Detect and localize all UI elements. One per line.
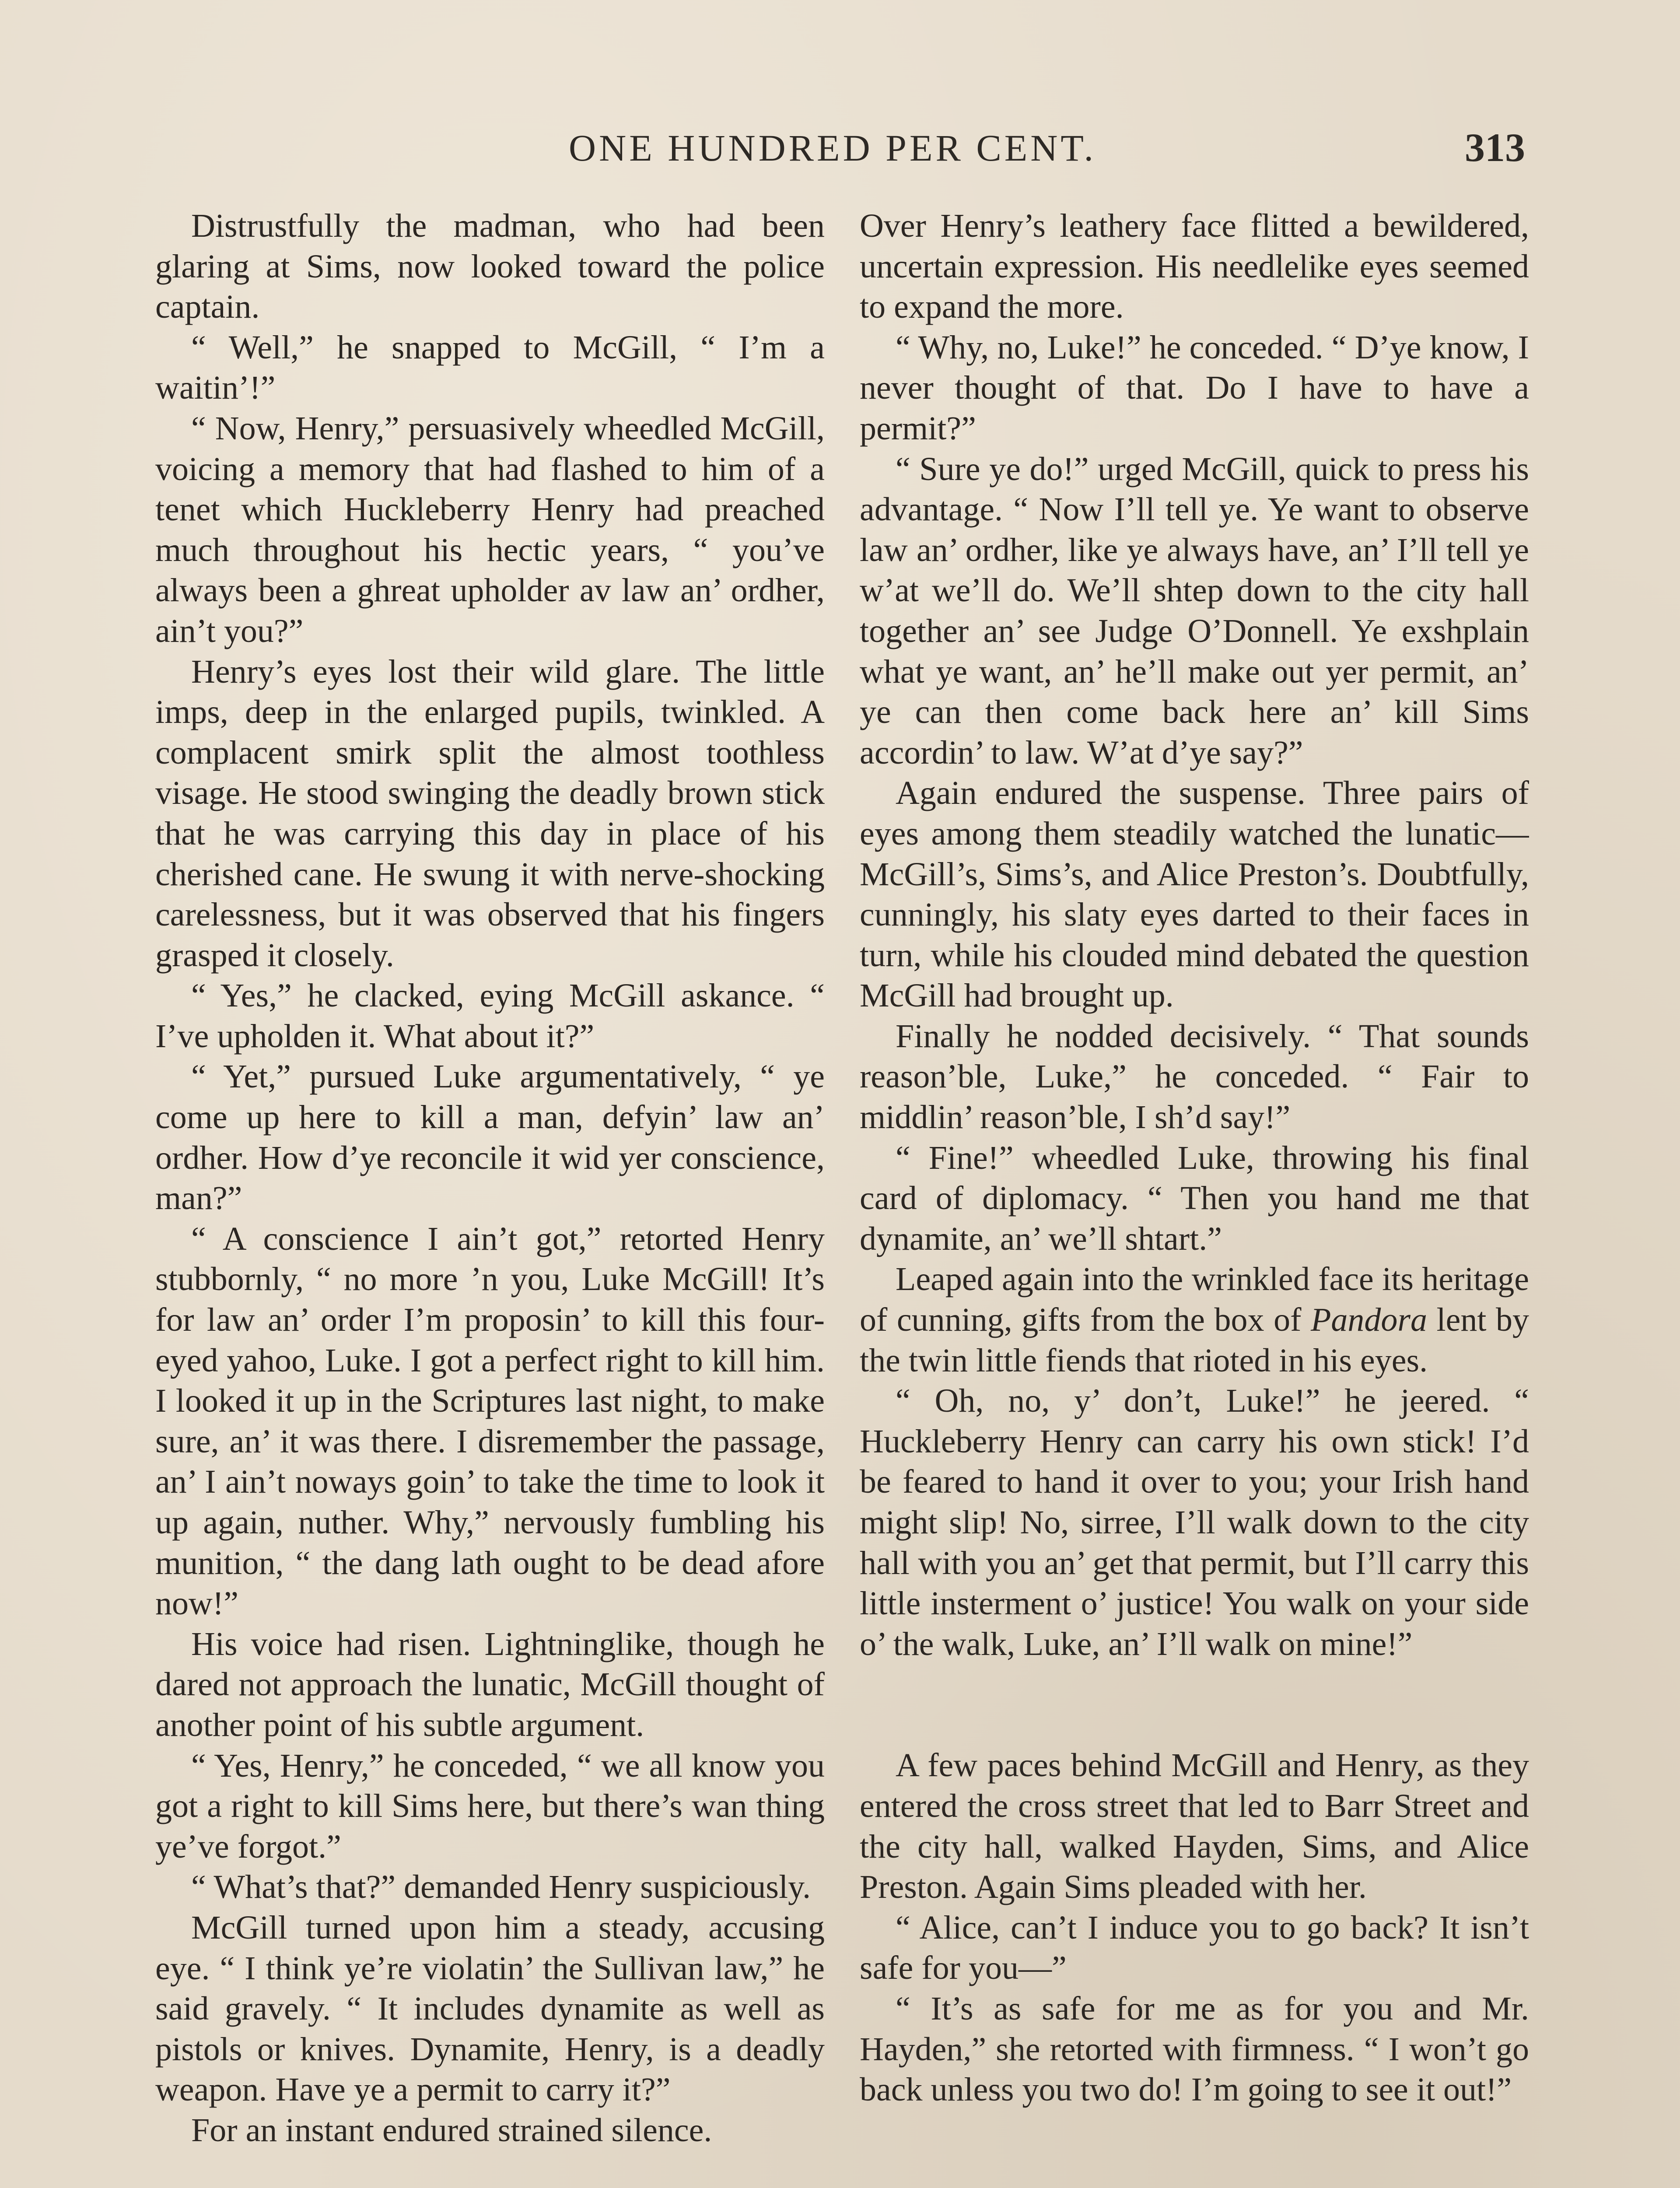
- paragraph: “ A conscience I ain’t got,” retorted Henry stubbornly, “ no more ’n you, Luke McGill! It’s for law an’ order I’m proposin’ to kill this four-eyed yahoo, Luke. I got a perfect right to kill him. I looked it up in the Scriptures last night, to make sure, an’ it was there. I disremember the passage, an’ I ain’t noways goin’ to take the time to look it up again, nuther. Why,” nervously fumbling his munition, “ the dang lath ought to be dead afore now!”: [155, 1220, 825, 1622]
- paragraph: “ Yes, Henry,” he conceded, “ we all know you got a right to kill Sims here, but there’s wan thing ye’ve forgot.”: [155, 1747, 825, 1865]
- paragraph: “ Sure ye do!” urged McGill, quick to press his advantage. “ Now I’ll tell ye. Ye want to observe law an’ ordher, like ye always have, an’ I’ll tell ye w’at we’ll do. We’ll shtep down to the city hall together an’ see Judge O’Donnell. Ye exshplain what ye want, an’ he’ll make out yer permit, an’ ye can then come back here an’ kill Sims accordin’ to law. W’at d’ye say?”: [860, 450, 1529, 771]
- paragraph: “ Why, no, Luke!” he conceded. “ D’ye know, I never thought of that. Do I have to have a permit?”: [860, 329, 1529, 447]
- paragraph-continuation: Over Henry’s leathery face flitted a bewildered, uncertain expression. His needlelike eyes seemed to expand the more.: [860, 207, 1529, 326]
- paragraph: “ Well,” he snapped to McGill, “ I’m a waitin’!”: [155, 329, 825, 407]
- paragraph: “ Fine!” wheedled Luke, throwing his final card of diplomacy. “ Then you hand me that dynamite, an’ we’ll shtart.”: [860, 1139, 1529, 1257]
- page-number: 313: [1465, 125, 1525, 170]
- left-column: [155, 206, 825, 2188]
- paragraph: “ Yes,” he clacked, eying McGill askance. “ I’ve upholden it. What about it?”: [155, 977, 825, 1055]
- text-run: Leaped again into the wrinkled face its heritage of cunning, gifts from the box of: [860, 1261, 1529, 1339]
- paragraph: Again endured the suspense. Three pairs of eyes among them steadily watched the lunatic—McGill’s, Sims’s, and Alice Preston’s. Doubtfully, cunningly, his slaty eyes darted to their faces in turn, while his clouded mind debated the question McGill had brought up.: [860, 775, 1529, 1014]
- paragraph: Henry’s eyes lost their wild glare. The little imps, deep in the enlarged pupils, twinkled. A complacent smirk split the almost toothless visage. He stood swinging the deadly brown stick that he was carrying this day in place of his cherished cane. He swung it with nerve-shocking carelessness, but it was observed that his fingers grasped it closely.: [155, 653, 825, 974]
- paragraph: “ It’s as safe for me as for you and Mr. Hayden,” she retorted with firmness. “ I won’t go back unless you two do! I’m going to see it out!”: [860, 1990, 1529, 2108]
- paragraph: “ Oh, no, y’ don’t, Luke!” he jeered. “ Huckleberry Henry can carry his own stick! I’d be feared to hand it over to you; your Irish hand might slip! No, sirree, I’ll walk down to the city hall with you an’ get that permit, but I’ll carry this little insterment o’ justice! You walk on your side o’ the walk, Luke, an’ I’ll walk on mine!”: [860, 1382, 1529, 1662]
- paragraph: “ Alice, can’t I induce you to go back? It isn’t safe for you—”: [860, 1909, 1529, 1987]
- paragraph: “ What’s that?” demanded Henry suspiciously.: [191, 1869, 811, 1906]
- paragraph: [860, 1259, 1529, 1381]
- right-column: [860, 206, 1529, 2188]
- paragraph: McGill turned upon him a steady, accusing eye. “ I think ye’re violatin’ the Sullivan law,” he said gravely. “ It includes dynamite as well as pistols or knives. Dynamite, Henry, is a deadly weapon. Have ye a permit to carry it?”: [155, 1909, 825, 2108]
- paragraph: His voice had risen. Lightninglike, though he dared not approach the lunatic, McGill thought of another point of his subtle argument.: [155, 1625, 825, 1743]
- paragraph: “ Now, Henry,” persuasively wheedled McGill, voicing a memory that had flashed to him of a tenet which Huckleberry Henry had preached much throughout his hectic years, “ you’ve always been a ghreat upholder av law an’ ordher, ain’t you?”: [155, 410, 825, 649]
- paragraph: Finally he nodded decisively. “ That sounds reason’ble, Luke,” he conceded. “ Fair to middlin’ reason’ble, I sh’d say!”: [860, 1017, 1529, 1136]
- paragraph: Distrustfully the madman, who had been glaring at Sims, now looked toward the police captain.: [155, 207, 825, 326]
- running-title: ONE HUNDRED PER CENT.: [569, 127, 1097, 169]
- paragraph: For an instant endured strained silence.: [191, 2111, 712, 2149]
- paragraph-section-start: A few paces behind McGill and Henry, as they entered the cross street that led to Barr Street and the city hall, walked Hayden, Sims, and Alice Preston. Again Sims pleaded with her.: [860, 1747, 1529, 1906]
- text-run: lent by the twin little fiends that rioted in his eyes.: [860, 1301, 1529, 1379]
- italic-word: Pandora: [1310, 1301, 1427, 1339]
- paragraph: “ Yet,” pursued Luke argumentatively, “ ye come up here to kill a man, defyin’ law an’ ordher. How d’ye reconcile it wid yer conscience, man?”: [155, 1058, 825, 1217]
